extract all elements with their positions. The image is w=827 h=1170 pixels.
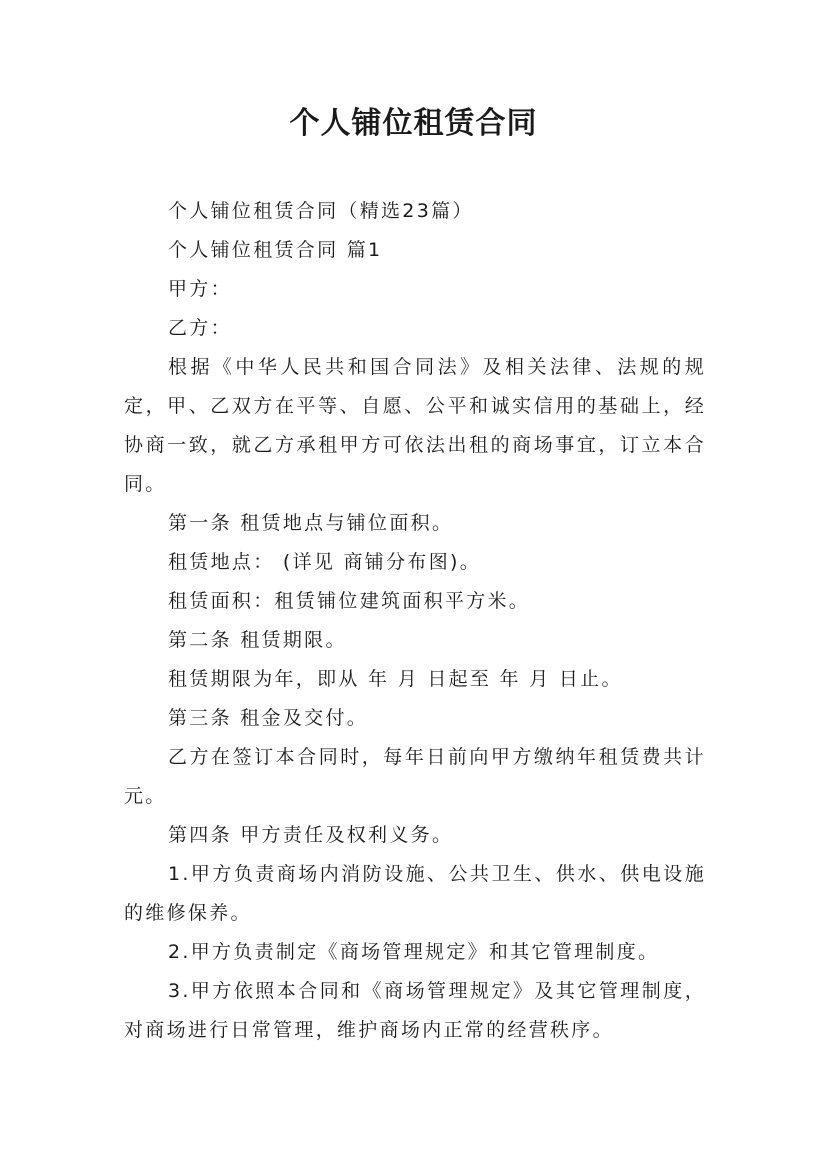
- paragraph-location: 租赁地点： (详见 商铺分布图)。: [168, 551, 482, 573]
- paragraph-subtitle: 个人铺位租赁合同（精选23篇）: [168, 200, 474, 222]
- paragraph-section-heading: 个人铺位租赁合同 篇1: [168, 239, 383, 261]
- paragraph-clause-3: 3.甲方依照本合同和《商场管理规定》及其它管理制度，对商场进行日常管理，维护商场内正常的经营秩序。: [124, 980, 706, 1041]
- paragraph-clause-2: 2.甲方负责制定《商场管理规定》和其它管理制度。: [168, 941, 660, 963]
- paragraph-article-2: 第二条 租赁期限。: [168, 629, 347, 651]
- paragraph-article-4: 第四条 甲方责任及权利义务。: [168, 824, 454, 846]
- paragraph-clause-1: 1.甲方负责商场内消防设施、公共卫生、供水、供电设施的维修保养。: [124, 863, 706, 924]
- document-body: [124, 192, 706, 1050]
- paragraph-article-1: 第一条 租赁地点与铺位面积。: [168, 512, 454, 534]
- paragraph-term: 租赁期限为年，即从 年 月 日起至 年 月 日止。: [168, 668, 623, 690]
- paragraph-article-3: 第三条 租金及交付。: [168, 707, 369, 729]
- paragraph-rent: 乙方在签订本合同时，每年日前向甲方缴纳年租赁费共计 元。: [124, 746, 706, 807]
- document-title: 个人铺位租赁合同: [289, 106, 538, 141]
- paragraph-preamble: 根据《中华人民共和国合同法》及相关法律、法规的规定，甲、乙双方在平等、自愿、公平和诚实信用的基础上，经协商一致，就乙方承租甲方可依法出租的商场事宜，订立本合同。: [124, 356, 706, 495]
- paragraph-area: 租赁面积：租赁铺位建筑面积平方米。: [168, 590, 531, 612]
- paragraph-party-b: 乙方：: [168, 317, 232, 339]
- paragraph-party-a: 甲方：: [168, 278, 232, 300]
